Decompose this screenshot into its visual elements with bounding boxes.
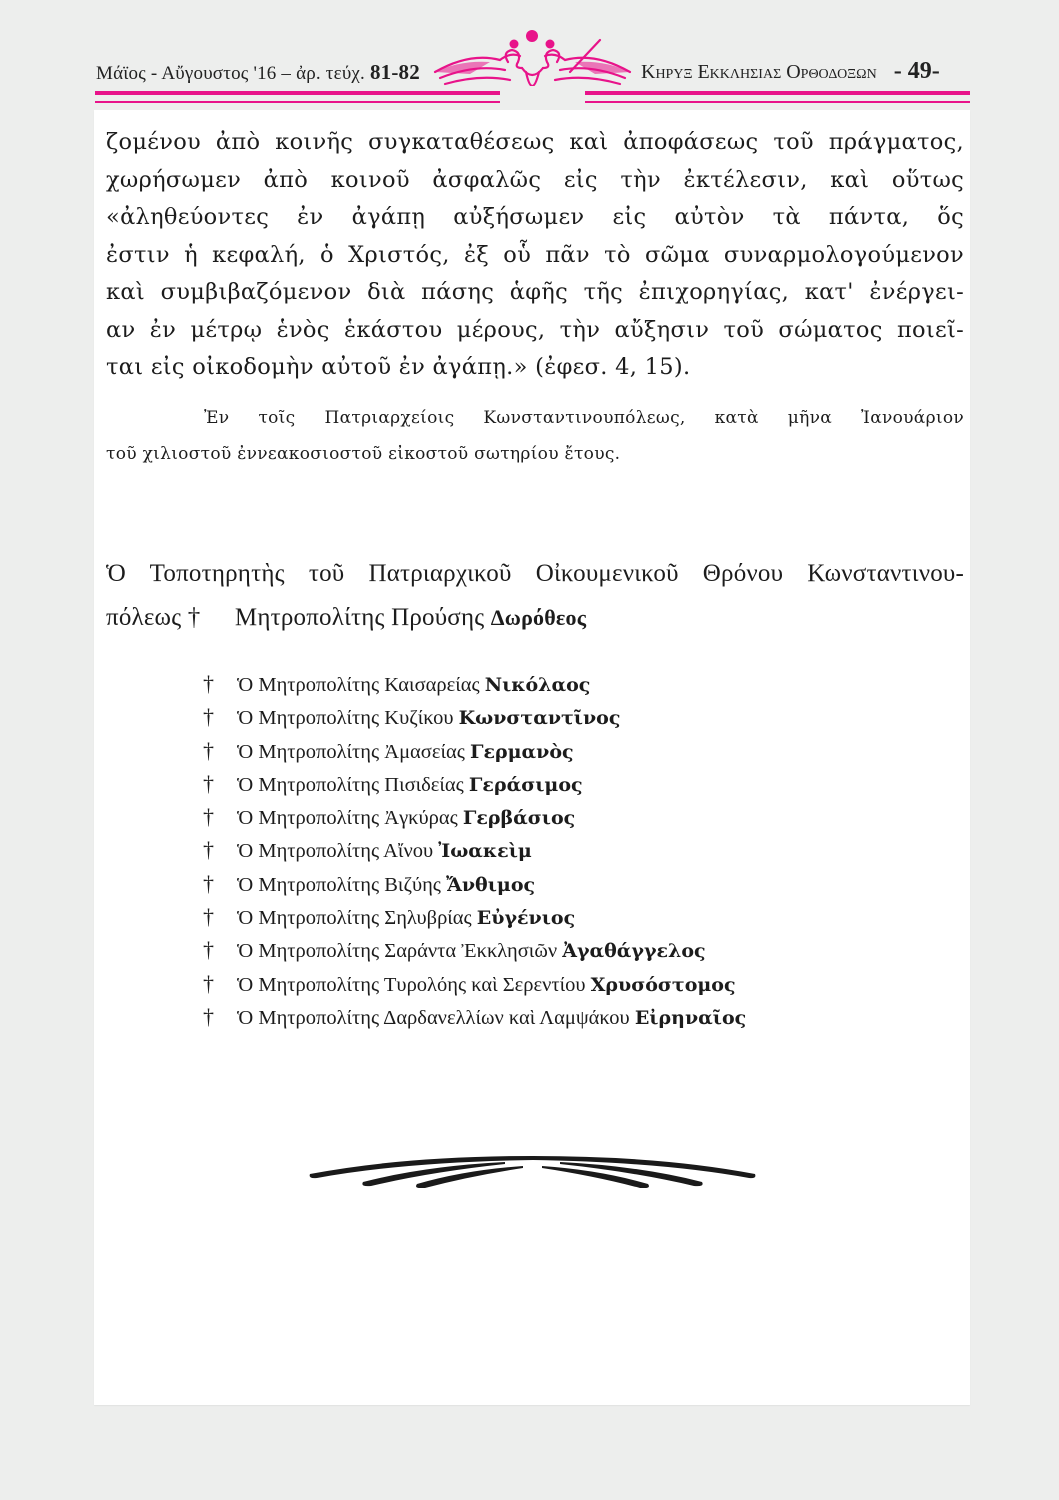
- cross-icon: †: [203, 904, 214, 930]
- signers-list: [203, 668, 746, 1034]
- signer-name: Γερβάσιος: [462, 807, 576, 830]
- paragraph-line: χωρήσωμεν ἀπὸ κοινοῦ ἀσφαλῶς εἰς τὴν ἐκτέλεσιν, καὶ οὕτως: [106, 166, 964, 193]
- cross-icon: †: [203, 804, 214, 830]
- cross-icon: †: [203, 704, 214, 730]
- cross-icon: †: [203, 671, 214, 696]
- paragraph-line: ἐστιν ἡ κεφαλή, ὁ Χριστός, ἐξ οὗ πᾶν τὸ σῶμα συναρμολογούμενον: [106, 241, 964, 268]
- signer-item: [203, 701, 746, 734]
- journal-title: Κηρυξ Εκκλησιας Ορθοδοξων: [641, 61, 877, 83]
- signer-name: Ἄνθιμος: [446, 873, 536, 896]
- signer-name: Εἰρηναῖος: [634, 1006, 747, 1029]
- signer-item: [203, 968, 746, 1001]
- signer-item: [203, 901, 746, 934]
- cross-icon: †: [203, 837, 214, 863]
- signer-name: Εὐγένιος: [476, 907, 576, 930]
- signer-name: Κωνσταντῖνος: [458, 707, 621, 730]
- signer-item: [203, 668, 746, 701]
- cross-icon: †: [203, 1003, 214, 1029]
- signer-name: Γερμανὸς: [469, 740, 574, 763]
- issue-number: 81-82: [369, 60, 420, 84]
- cross-icon: †: [203, 970, 214, 996]
- signer-item: [203, 834, 746, 867]
- page-number: - 49-: [893, 58, 940, 84]
- cross-icon: †: [203, 937, 214, 963]
- signer-name: Νικόλαος: [484, 674, 591, 696]
- epistle-paragraph: [106, 124, 964, 387]
- dateline-line-2: τοῦ χιλιοστοῦ ἐννεακοσιοστοῦ εἰκοστοῦ σωτηρίου ἔτους.: [106, 444, 621, 464]
- flourish-divider-icon: [305, 1148, 760, 1188]
- signer-title: Ὁ Μητροπολίτης Σαράντα Ἐκκλησιῶν: [237, 940, 558, 963]
- signer-name: Ἀγαθάγγελος: [562, 940, 706, 963]
- paragraph-line: «ἀληθεύοντες ἐν ἀγάπῃ αὐξήσωμεν εἰς αὐτὸν τὰ πάντα, ὅς: [106, 204, 964, 230]
- signer-item: [203, 934, 746, 967]
- cross-icon: †: [203, 870, 214, 896]
- signer-title: Ὁ Μητροπολίτης Αἴνου: [237, 840, 434, 863]
- signer-item: [203, 801, 746, 834]
- signer-title: Ὁ Μητροπολίτης Πισιδείας: [237, 773, 464, 796]
- signer-name: Γεράσιμος: [468, 773, 583, 796]
- paragraph-line: καὶ συμβιβαζόμενον διὰ πάσης ἁφῆς τῆς ἐπιχορηγίας, κατ' ἐνέργει-: [106, 279, 964, 305]
- cross-icon: †: [203, 737, 214, 763]
- signer-title: Ὁ Μητροπολίτης Τυρολόης καὶ Σερεντίου: [237, 973, 586, 996]
- dateline-line-1: Ἐν τοῖς Πατριαρχείοις Κωνσταντινουπόλεως, κατὰ μῆνα Ἰανουάριον: [204, 408, 964, 428]
- issue-info: [96, 60, 420, 85]
- locum-tenens-signature: [106, 552, 964, 640]
- signer-item: [203, 868, 746, 901]
- paragraph-line: αν ἐν μέτρῳ ἑνὸς ἑκάστου μέρους, τὴν αὔξησιν τοῦ σώματος ποιεῖ-: [106, 316, 964, 343]
- signer-item: [203, 768, 746, 801]
- signer-title: Ὁ Μητροπολίτης Δαρδανελλίων καὶ Λαμψάκου: [237, 1006, 630, 1029]
- signature-name: Δωρόθεος: [490, 605, 587, 630]
- signature-title: Μητροπολίτης Προύσης: [234, 604, 485, 631]
- signature-line-1: Ὁ Τοποτηρητὴς τοῦ Πατριαρχικοῦ Οἰκουμενικοῦ Θρόνου Κωνσταντινου-: [106, 560, 964, 587]
- signer-title: Ὁ Μητροπολίτης Σηλυβρίας: [237, 907, 472, 930]
- signature-prefix: πόλεως †: [106, 604, 201, 631]
- signer-title: Ὁ Μητροπολίτης Κυζίκου: [237, 707, 454, 730]
- signer-title: Ὁ Μητροπολίτης Καισαρείας: [237, 674, 480, 696]
- dateline: [106, 400, 964, 472]
- journal-title-block: [641, 58, 940, 85]
- emblem-rule-gap: [500, 86, 585, 106]
- paragraph-line: ται εἰς οἰκοδομὴν αὐτοῦ ἐν ἀγάπῃ.» (ἐφεσ. 4, 15).: [106, 354, 691, 380]
- issue-date: Μάϊος - Αὔγουστος '16 – ἀρ. τεύχ.: [96, 63, 366, 84]
- signer-title: Ὁ Μητροπολίτης Βιζύης: [237, 873, 441, 896]
- signer-item: [203, 1001, 746, 1034]
- signature-line-2: [106, 596, 964, 640]
- cross-icon: †: [203, 770, 214, 796]
- signer-name: Ἰωακεὶμ: [438, 840, 532, 863]
- signer-item: [203, 735, 746, 768]
- signer-title: Ὁ Μητροπολίτης Ἀγκύρας: [237, 807, 458, 830]
- signer-title: Ὁ Μητροπολίτης Ἀμασείας: [237, 740, 465, 763]
- signer-name: Χρυσόστομος: [590, 973, 736, 996]
- paragraph-line: ζομένου ἀπὸ κοινῆς συγκαταθέσεως καὶ ἀποφάσεως τοῦ πράγματος,: [106, 129, 964, 155]
